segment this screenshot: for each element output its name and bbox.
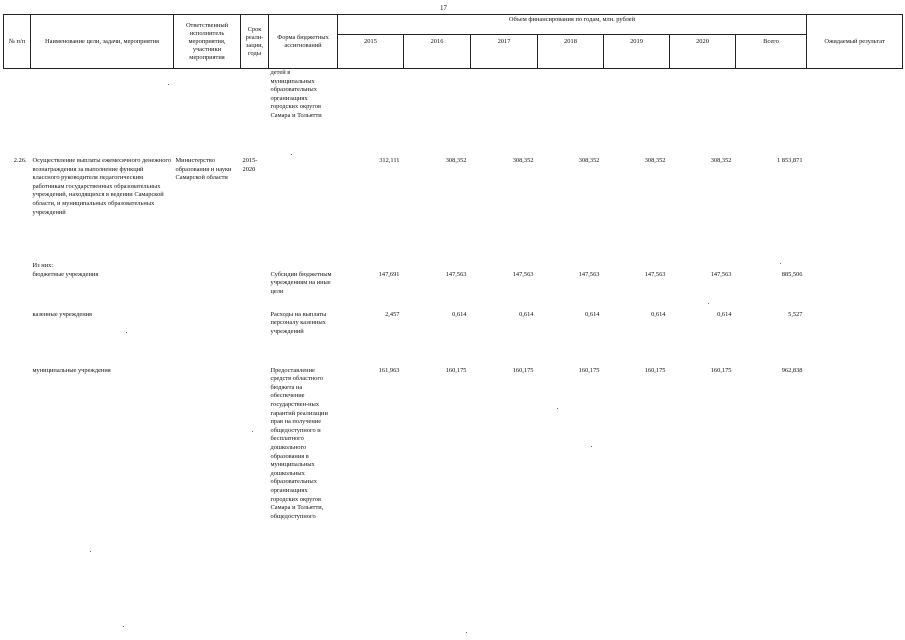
header-name: Наименование цели, задачи, мероприятия xyxy=(31,15,174,69)
scan-speck xyxy=(291,154,292,155)
value-2016: 308,352 xyxy=(445,157,467,164)
table-row-budget xyxy=(4,262,903,311)
header-no: № п/п xyxy=(4,15,31,69)
funding-table xyxy=(3,14,903,587)
row-responsible: Министерство образования и науки Самарской области xyxy=(175,157,232,182)
row-name: Осуществление выплаты ежемесячного денежного вознаграждения за выполнение функций классного руководителя педагогическим работникам государственных образовательных учреждений, находящихся в ведении Самарской области, и муниципальных образовательных учреждений xyxy=(32,157,172,216)
header-year-2020: 2020 xyxy=(670,35,736,69)
header-term: Срок реали-зации, годы xyxy=(241,15,269,69)
scan-speck xyxy=(557,408,558,409)
budget-value-total: 885,506 xyxy=(781,270,803,278)
scan-speck xyxy=(252,431,253,432)
sub-kazennye-form: Расходы на выплаты персоналу казенных учреждений xyxy=(270,310,327,335)
sub-budget-name: бюджетные учреждения xyxy=(32,270,99,278)
budget-value-2015: 147,691 xyxy=(378,270,400,278)
sub-municipal-form: Предоставление средств областного бюджета на обеспечение государствен-ных гарантий реализации прав на получение общедоступного и бесплатного дошкольного образования в муниципальных дошкольных образовательных организациях городских округов Самара и Тольятти, общедоступного xyxy=(270,366,328,520)
value-2018: 308,352 xyxy=(578,157,600,164)
value-2020: 308,352 xyxy=(710,157,732,164)
header-year-2016: 2016 xyxy=(404,35,471,69)
budget-value-2018: 147,563 xyxy=(578,270,600,278)
scan-speck xyxy=(123,626,124,627)
row-term: 2015-2020 xyxy=(242,157,258,173)
header-form: Форма бюджетных ассигнований xyxy=(269,15,338,69)
budget-value-2016: 147,563 xyxy=(445,270,467,278)
kazennye-value-2017: 0,614 xyxy=(519,310,534,318)
kazennye-value-2016: 0,614 xyxy=(452,310,467,318)
scan-speck xyxy=(591,446,592,447)
sub-kazennye-name: казенные учреждения xyxy=(32,310,92,318)
sub-intro: Из них: xyxy=(32,262,54,269)
kazennye-value-2019: 0,614 xyxy=(651,310,666,318)
municipal-value-total: 962,838 xyxy=(781,366,803,374)
header-total: Всего xyxy=(736,35,807,69)
value-2017: 308,352 xyxy=(512,157,534,164)
scan-speck xyxy=(168,84,169,85)
municipal-value-2018: 160,175 xyxy=(578,366,600,374)
header-result: Ожидаемый результат xyxy=(807,15,903,69)
kazennye-value-total: 5,527 xyxy=(788,310,803,318)
scan-speck xyxy=(780,263,781,264)
scan-speck xyxy=(466,632,467,633)
scan-speck xyxy=(126,332,127,333)
kazennye-value-2018: 0,614 xyxy=(585,310,600,318)
row-number: 2.26. xyxy=(13,157,27,164)
table-row-continuation xyxy=(4,69,903,158)
value-2019: 308,352 xyxy=(644,157,666,164)
sub-municipal-name: муниципальные учреждения xyxy=(32,366,111,374)
row-form xyxy=(269,157,338,262)
municipal-value-2017: 160,175 xyxy=(512,366,534,374)
header-responsible: Ответственный исполнитель мероприятия, участники мероприятия xyxy=(174,15,241,69)
table-row-municipal xyxy=(4,367,903,587)
table-row-kazennye xyxy=(4,311,903,367)
municipal-value-2015: 161,963 xyxy=(378,366,400,374)
scan-speck xyxy=(90,551,91,552)
municipal-value-2016: 160,175 xyxy=(445,366,467,374)
kazennye-value-2020: 0,614 xyxy=(717,310,732,318)
header-year-2019: 2019 xyxy=(604,35,670,69)
municipal-value-2020: 160,175 xyxy=(710,366,732,374)
header-year-2018: 2018 xyxy=(538,35,604,69)
kazennye-value-2015: 2,457 xyxy=(385,310,400,318)
continuation-form: детей в муниципальных образовательных организациях городских округов Самара и Тольятти xyxy=(270,69,322,119)
budget-value-2020: 147,563 xyxy=(710,270,732,278)
page-number: 17 xyxy=(440,4,447,12)
table-row-2-26 xyxy=(4,157,903,262)
municipal-value-2019: 160,175 xyxy=(644,366,666,374)
header-year-2017: 2017 xyxy=(471,35,538,69)
value-total: 1 853,871 xyxy=(776,157,803,164)
sub-budget-form: Субсидии бюджетным учреждениям на иные цели xyxy=(270,270,332,295)
budget-value-2017: 147,563 xyxy=(512,270,534,278)
value-2015: 312,111 xyxy=(379,157,400,164)
header-funding-group: Объем финансирования по годам, млн. рублей xyxy=(338,15,807,35)
budget-value-2019: 147,563 xyxy=(644,270,666,278)
header-year-2015: 2015 xyxy=(338,35,404,69)
scan-speck xyxy=(708,303,709,304)
